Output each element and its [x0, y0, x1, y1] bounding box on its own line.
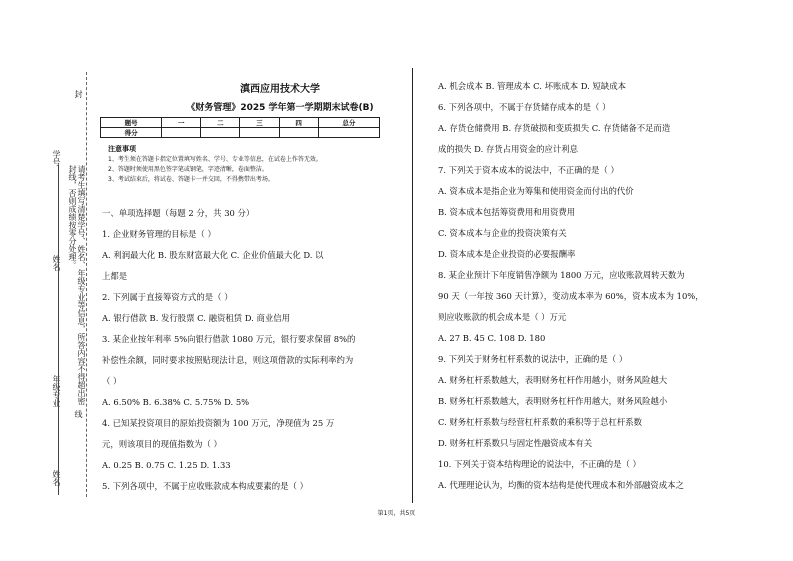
right-column	[438, 76, 738, 496]
question-line: A. 6.50% B. 6.38% C. 5.75% D. 5%	[102, 397, 250, 407]
question-line: 成的损失 D. 存货占用资金的应计利息	[438, 144, 579, 154]
note-item: 3、考试结束后，将试卷、答题卡一并交回，不得携带出考场。	[108, 176, 274, 183]
question-line: D. 财务杠杆系数只与固定性融资成本有关	[438, 438, 593, 448]
score-row-header	[101, 118, 380, 128]
column-divider	[412, 68, 413, 503]
question-line: 5. 下列各项中，不属于应收账款成本构成要素的是（ ）	[102, 481, 308, 491]
exam-notes	[108, 144, 408, 185]
question-line: A. 财务杠杆系数越大，表明财务杠杆作用越小，财务风险越大	[438, 375, 668, 385]
score-cell	[162, 128, 201, 138]
question-line: A. 存货仓储费用 B. 存货破损和变质损失 C. 存货储备不足而造	[438, 123, 671, 133]
question-line: 1. 企业财务管理的目标是（ ）	[102, 229, 216, 239]
question-line: 上都是	[102, 271, 128, 281]
question-line: B. 财务杠杆系数越大，表明财务杠杆作用越大，财务风险越小	[438, 396, 668, 406]
question-line: A. 0.25 B. 0.75 C. 1.25 D. 1.33	[102, 460, 231, 470]
question-line: 3. 某企业按年利率 5%向银行借款 1080 万元，银行要求保留 8%的	[102, 334, 356, 344]
question-line: 2. 下列属于直接筹资方式的是（ ）	[102, 292, 233, 302]
question-line: 则应收账款的机会成本是（ ）万元	[438, 312, 567, 322]
question-line: 7. 下列关于资本成本的说法中，不正确的是（ ）	[438, 165, 619, 175]
binding-label-name: 姓名：	[52, 255, 61, 279]
question-line: 4. 已知某投资项目的原始投资额为 100 万元，净现值为 25 万	[102, 418, 335, 428]
question-line: A. 代理理论认为，均衡的资本结构是使代理成本和外部融资成本之	[438, 480, 684, 490]
question-line: A. 银行借款 B. 发行股票 C. 融资租赁 D. 商业信用	[102, 313, 291, 323]
question-line: A. 机会成本 B. 管理成本 C. 坏账成本 D. 短缺成本	[438, 81, 627, 91]
score-cell: 三	[240, 118, 279, 128]
school-name: 滇西应用技术大学	[240, 84, 320, 95]
question-line: A. 资本成本是指企业为筹集和使用资金而付出的代价	[438, 186, 634, 196]
score-cell: 一	[162, 118, 201, 128]
question-line: A. 利润最大化 B. 股东财富最大化 C. 企业价值最大化 D. 以	[102, 250, 324, 260]
question-line: 补偿性余额，同时要求按照贴现法计息，则这项借款的实际利率约为	[102, 355, 354, 365]
question-line: B. 资本成本包括筹资费用和用资费用	[438, 207, 576, 217]
notes-heading: 注意事项	[108, 145, 136, 153]
binding-label-major: 年级专业：	[52, 375, 61, 415]
score-cell	[201, 128, 240, 138]
question-line: C. 资本成本与企业的投资决策有关	[438, 228, 567, 238]
binding-label-name-2: 姓名：	[52, 470, 61, 494]
score-cell	[279, 128, 318, 138]
question-line: C. 财务杠杆系数与经营杠杆系数的乘积等于总杠杆系数	[438, 417, 643, 427]
section-heading: 一、单项选择题（每题 2 分，共 30 分）	[102, 208, 255, 218]
question-line: （ ）	[102, 376, 122, 386]
score-row-points	[101, 128, 380, 138]
question-line: 元，则该项目的现值指数为（ ）	[102, 439, 222, 449]
question-line: A. 27 B. 45 C. 108 D. 180	[438, 333, 546, 343]
binding-label-student-id: 学号：	[52, 150, 61, 174]
question-line: 9. 下列关于财务杠杆系数的说法中，正确的是（ ）	[438, 354, 628, 364]
question-line: 90 天（一年按 360 天计算），变动成本率为 60%，资本成本为 10%，	[438, 291, 704, 301]
left-column	[102, 203, 402, 497]
score-cell: 二	[201, 118, 240, 128]
score-cell: 总分	[318, 118, 379, 128]
score-table	[100, 117, 380, 138]
score-cell	[318, 128, 379, 138]
binding-underline	[58, 165, 59, 495]
exam-title: 《财务管理》2025 学年第一学期期末试卷(B)	[186, 103, 374, 113]
sealing-line	[86, 72, 87, 497]
question-line: 8. 某企业预计下年度销售净额为 1800 万元，应收账款周转天数为	[438, 270, 685, 280]
score-cell: 得分	[101, 128, 162, 138]
question-line: D. 资本成本是企业投资的必要报酬率	[438, 249, 576, 259]
score-cell	[240, 128, 279, 138]
page-number: 第1页，共5页	[377, 510, 416, 517]
sealing-char-xian: 线	[74, 410, 83, 418]
note-item: 2、答题时须使用黑色签字笔或钢笔，字迹清晰，卷面整洁。	[108, 166, 268, 173]
score-cell: 题号	[101, 118, 162, 128]
binding-instructions: 请考生填写清楚学号、姓名、年级专业等信息，所答内容不得超出密封线，否则成绩按零分处理。	[68, 165, 86, 405]
question-line: 6. 下列各项中，不属于存货储存成本的是（ ）	[438, 102, 611, 112]
score-cell: 四	[279, 118, 318, 128]
note-item: 1、考生须在答题卡指定位置填写姓名、学号、专业等信息，在试卷上作答无效。	[108, 156, 322, 163]
sealing-char-feng: 封	[74, 90, 83, 98]
question-line: 10. 下列关于资本结构理论的说法中，不正确的是（ ）	[438, 459, 641, 469]
